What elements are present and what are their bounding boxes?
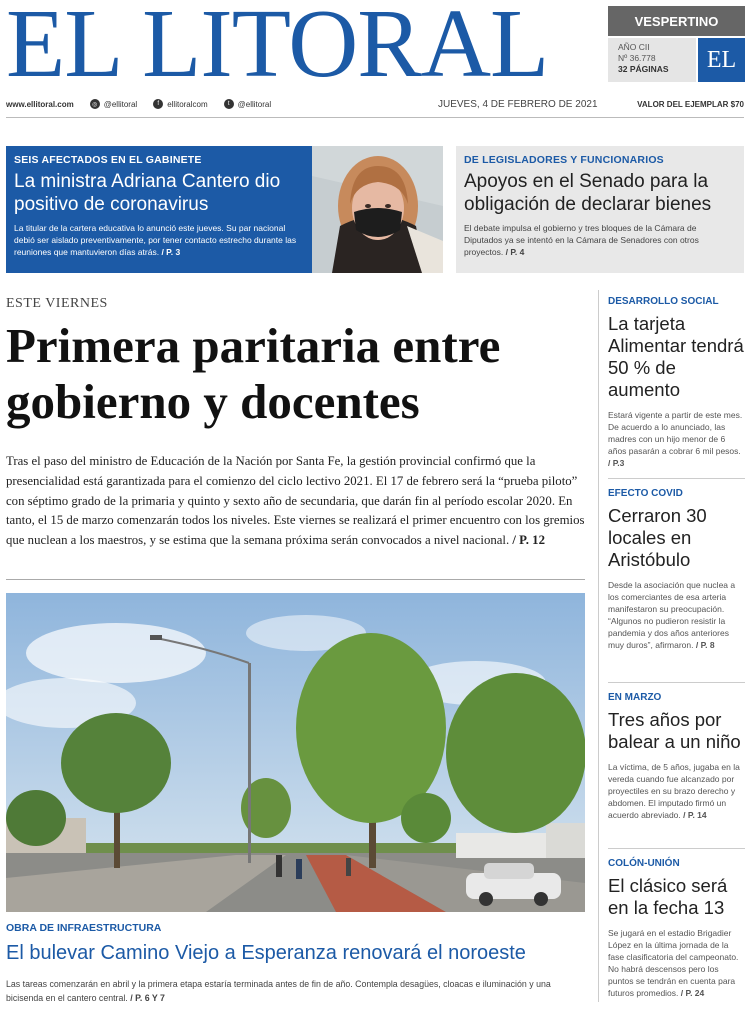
page-ref: / P. 6 Y 7 (130, 993, 165, 1003)
instagram-handle: @ellitoral (103, 99, 138, 109)
infra-body: Las tareas comenzarán en abril y la primera etapa estaría terminada antes de fin de año. Contempla desagües, cloacas e iluminación y una bicisenda en el cantero central. / P. 6 Y 7 (6, 979, 551, 1003)
side-headline[interactable]: Cerraron 30 locales en Aristóbulo (608, 505, 707, 570)
promo-title[interactable]: Apoyos en el Senado para la obligación de declarar bienes (464, 171, 712, 215)
issue-year: AÑO CII (618, 42, 650, 52)
side-headline[interactable]: Tres años por balear a un niño (608, 709, 741, 752)
infra-kicker: OBRA DE INFRAESTRUCTURA (6, 922, 162, 934)
twitter-icon: t (224, 99, 234, 109)
website-link[interactable]: www.ellitoral.com (6, 99, 74, 109)
side-text: La víctima, de 5 años, jugaba en la vereda cuando fue alcanzado por proyectiles en su brazo derecho y abdomen. El imputado firmó un acuerdo abreviado. / P. 14 (608, 762, 740, 820)
side-kicker: DESARROLLO SOCIAL (608, 296, 719, 307)
issue-number: Nº 36.778 (618, 53, 656, 63)
column-divider (598, 290, 599, 1002)
main-kicker: ESTE VIERNES (6, 296, 108, 311)
issue-pages: 32 PÁGINAS (618, 64, 669, 74)
promo-title[interactable]: La ministra Adriana Cantero dio positivo de coronavirus (14, 171, 281, 215)
edition-label: VESPERTINO (608, 6, 745, 36)
twitter-handle: @ellitoral (237, 99, 272, 109)
main-body: Tras el paso del ministro de Educación de la Nación por Santa Fe, la gestión provincial confirmó que la presencialidad está garantizada para el comienzo del ciclo lectivo 2021. El 17 de febrero será la “prueba piloto” con séptimo grado de la primaria y quinto y sexto año de secundaria, que darán fin al período escolar 2020. En tanto, el 15 de marzo comenzarán todos los niveles. Este viernes se realizará el primer encuentro con los gremios que nuclean a los maestros, y se estima que la semana próxima serán convocados a nivel nacional. / P. 12 (6, 454, 585, 548)
side-text: Estará vigente a partir de este mes. De acuerdo a lo anunciado, las madres con un hijo menor de 6 años pasarán a cobrar 6 mil pesos. / P.3 (608, 410, 743, 468)
promo-kicker: DE LEGISLADORES Y FUNCIONARIOS (464, 154, 664, 166)
infra-headline[interactable]: El bulevar Camino Viejo a Esperanza renovará el noroeste (6, 942, 526, 964)
page-ref: / P. 14 (683, 810, 707, 820)
side-story-alimentar[interactable] (608, 296, 745, 469)
side-kicker: COLÓN-UNIÓN (608, 858, 680, 869)
boulevard-render-image (6, 593, 585, 912)
boulevard-illustration (6, 593, 585, 912)
main-headline[interactable]: Primera paritaria entre gobierno y docentes (6, 318, 501, 429)
side-story-aristobulo[interactable] (608, 488, 745, 651)
page-ref: / P. 4 (505, 247, 525, 257)
issue-price: VALOR DEL EJEMPLAR $70 (637, 99, 744, 109)
page-ref: / P. 24 (680, 988, 705, 998)
promo-cantero[interactable] (6, 146, 312, 273)
masthead (0, 0, 750, 95)
promo-text: La titular de la cartera educativa lo anunció este jueves. Su par nacional debió ser aislado preventivamente, por tener contacto estrecho durante las reuniones que mantuvieron días atrás. / P. 3 (14, 223, 297, 257)
promo-text: El debate impulsa el gobierno y tres bloques de la Cámara de Diputados ya se intentó en la Cámara de Senadores con otros proyectos. / P. 4 (464, 223, 699, 257)
side-headline[interactable]: El clásico será en la fecha 13 (608, 875, 728, 918)
side-text: Desde la asociación que nuclea a los comerciantes de esa arteria manifestaron su preocupación. “Algunos no pudieron resistir la pandemia y dos años anteriores muy duros”, afirmaron. / P. 8 (608, 580, 736, 650)
instagram-icon: ◎ (90, 99, 100, 109)
facebook-icon: f (153, 99, 163, 109)
page-ref: / P. 8 (695, 640, 715, 650)
divider (608, 848, 745, 849)
woman-with-mask-illustration (312, 146, 443, 273)
issue-meta (608, 38, 696, 82)
instagram-link[interactable] (90, 99, 137, 109)
el-badge: EL (698, 38, 745, 82)
newspaper-logo[interactable]: EL LITORAL (6, 0, 549, 97)
facebook-link[interactable] (153, 99, 207, 109)
facebook-handle: ellitoralcom (167, 99, 208, 109)
side-headline[interactable]: La tarjeta Alimentar tendrá 50 % de aumento (608, 313, 744, 400)
side-kicker: EN MARZO (608, 692, 662, 703)
minister-photo (312, 146, 443, 273)
side-story-clasico[interactable] (608, 858, 745, 999)
promo-kicker: SEIS AFECTADOS EN EL GABINETE (14, 154, 202, 166)
divider (608, 682, 745, 683)
page-ref: / P.3 (608, 458, 625, 468)
page-ref: / P. 12 (512, 533, 545, 548)
side-kicker: EFECTO COVID (608, 488, 683, 499)
promo-senado[interactable] (456, 146, 744, 273)
divider (6, 117, 744, 118)
info-bar (6, 97, 744, 111)
side-text: Se jugará en el estadio Brigadier López en la última jornada de la fase clasificatoria del campeonato. No habrá descensos pero los puntos se tendrán en cuenta para futuros promedios. / P. 24 (608, 928, 739, 998)
divider (608, 478, 745, 479)
side-story-nino[interactable] (608, 692, 745, 821)
twitter-link[interactable] (224, 99, 271, 109)
page-ref: / P. 3 (161, 247, 181, 257)
divider (6, 579, 585, 580)
issue-date: JUEVES, 4 DE FEBRERO DE 2021 (438, 98, 598, 110)
